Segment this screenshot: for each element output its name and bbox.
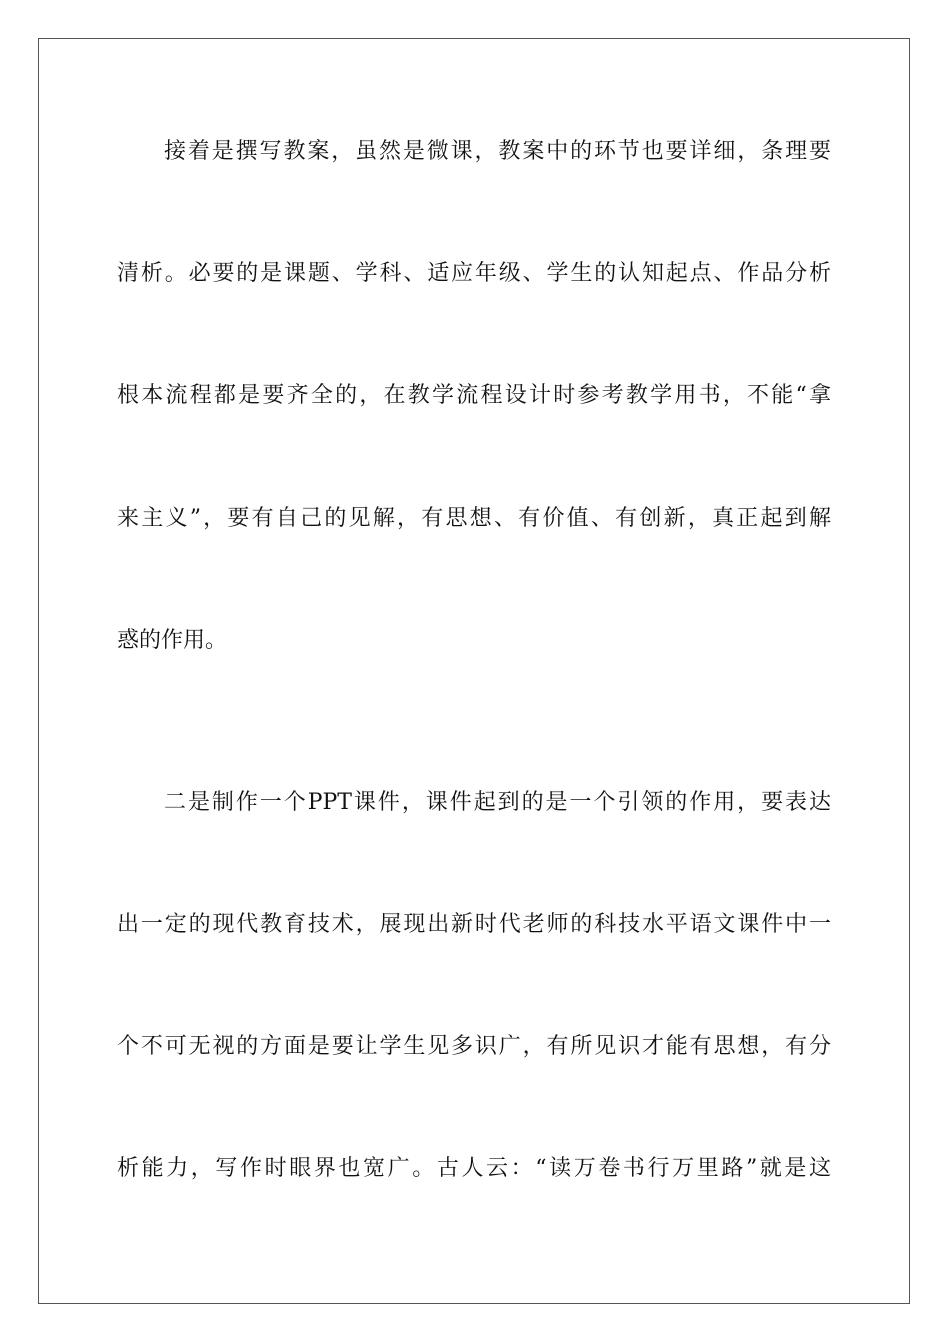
paragraph-2-line-2: 出一定的现代教育技术，展现出新时代老师的科技水平语文课件中一 xyxy=(117,912,831,937)
paragraph-1-line-5: 惑的作用。 xyxy=(117,628,228,653)
paragraph-1-line-4: 来主义”，要有自己的见解，有思想、有价值、有创新，真正起到解 xyxy=(117,506,831,531)
paragraph-2-line-1: 二是制作一个PPT课件，课件起到的是一个引领的作用，要表达 xyxy=(164,790,831,815)
paragraph-1-line-3: 根本流程都是要齐全的，在教学流程设计时参考教学用书，不能“拿 xyxy=(117,383,831,408)
page-border xyxy=(38,38,910,1304)
paragraph-1-line-1: 接着是撰写教案，虽然是微课，教案中的环节也要详细，条理要 xyxy=(164,139,831,164)
paragraph-2-line-4: 析能力，写作时眼界也宽广。古人云：“读万卷书行万里路”就是这 xyxy=(117,1156,831,1181)
paragraph-2-line-3: 个不可无视的方面是要让学生见多识广，有所见识才能有思想，有分 xyxy=(117,1034,831,1059)
paragraph-1-line-2: 清析。必要的是课题、学科、适应年级、学生的认知起点、作品分析 xyxy=(117,261,831,286)
